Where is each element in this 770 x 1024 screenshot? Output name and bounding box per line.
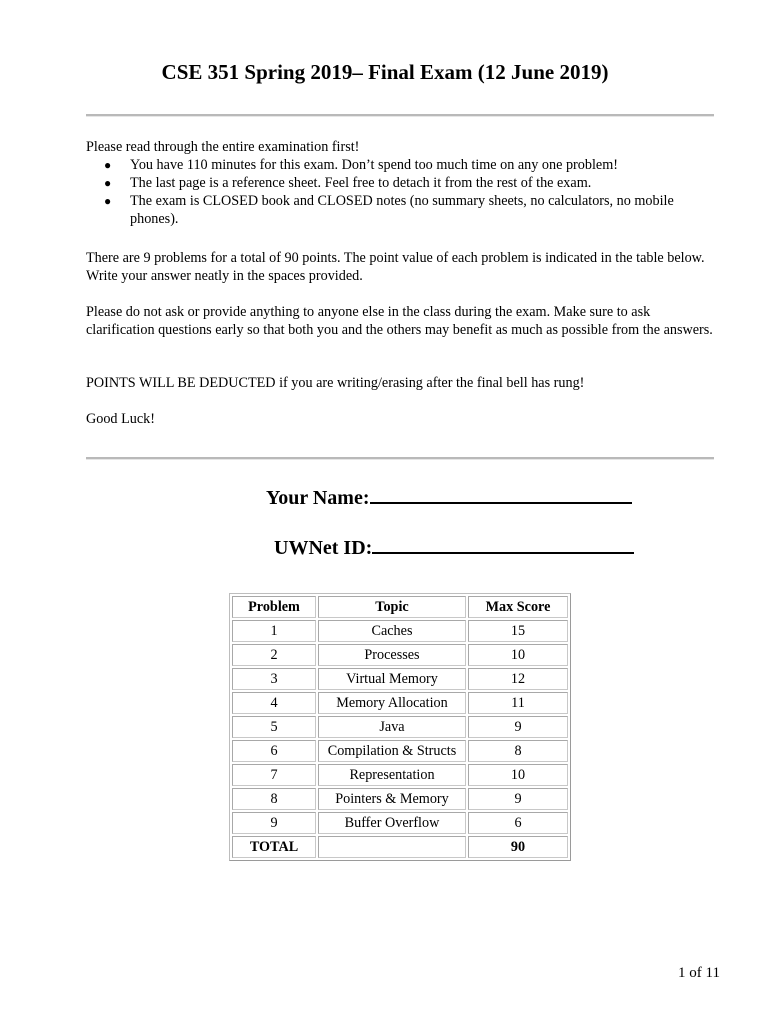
page-number: 1 of 11: [678, 965, 720, 981]
instruction-item: ● You have 110 minutes for this exam. Don’t spend too much time on any one problem!: [104, 157, 618, 173]
bullet-icon: ●: [104, 176, 112, 190]
table-row: 5 Java 9: [232, 716, 568, 738]
total-label: TOTAL: [232, 836, 316, 858]
table-row: 2 Processes 10: [232, 644, 568, 666]
table-row: 1 Caches 15: [232, 620, 568, 642]
uwnet-label: UWNet ID:: [274, 537, 373, 559]
header-problem: Problem: [232, 596, 316, 618]
name-field[interactable]: [266, 484, 632, 510]
table-row: 6 Compilation & Structs 8: [232, 740, 568, 762]
points-paragraph: There are 9 problems for a total of 90 points. The point value of each problem is indicated in the table below. Write your answer neatly in the spaces provided.: [86, 250, 705, 284]
good-luck-text: Good Luck!: [86, 411, 155, 427]
divider-bottom: [86, 457, 714, 460]
instructions-block: [86, 138, 716, 228]
table-row: 7 Representation 10: [232, 764, 568, 786]
bullet-icon: ●: [104, 158, 112, 172]
instruction-item: ● The last page is a reference sheet. Feel free to detach it from the rest of the exam.: [104, 175, 592, 191]
name-label: Your Name:: [266, 487, 370, 509]
table-row: 8 Pointers & Memory 9: [232, 788, 568, 810]
divider-top: [86, 114, 714, 117]
bullet-icon: ●: [104, 194, 112, 208]
table-row: 9 Buffer Overflow 6: [232, 812, 568, 834]
deduction-paragraph: POINTS WILL BE DEDUCTED if you are writing/erasing after the final bell has rung!: [86, 375, 585, 391]
name-blank-line[interactable]: [370, 484, 632, 504]
total-topic-cell: [318, 836, 466, 858]
intro-text: Please read through the entire examination first!: [86, 139, 360, 155]
score-table: [229, 593, 571, 861]
table-total-row: [232, 836, 568, 858]
total-score: 90: [468, 836, 568, 858]
uwnet-field[interactable]: [274, 534, 634, 560]
header-max-score: Max Score: [468, 596, 568, 618]
table-row: 3 Virtual Memory 12: [232, 668, 568, 690]
uwnet-blank-line[interactable]: [372, 534, 634, 554]
table-header-row: [232, 596, 568, 618]
instruction-item: ● The exam is CLOSED book and CLOSED notes (no summary sheets, no calculators, no mobile phones).: [104, 193, 674, 227]
ask-paragraph: Please do not ask or provide anything to anyone else in the class during the exam. Make sure to ask clarification questions early so that both you and the others may benefit as much as possible from the answers.: [86, 304, 713, 338]
exam-title: CSE 351 Spring 2019– Final Exam (12 June 2019): [161, 60, 609, 84]
instruction-list: [86, 156, 716, 228]
table-row: 4 Memory Allocation 11: [232, 692, 568, 714]
header-topic: Topic: [318, 596, 466, 618]
